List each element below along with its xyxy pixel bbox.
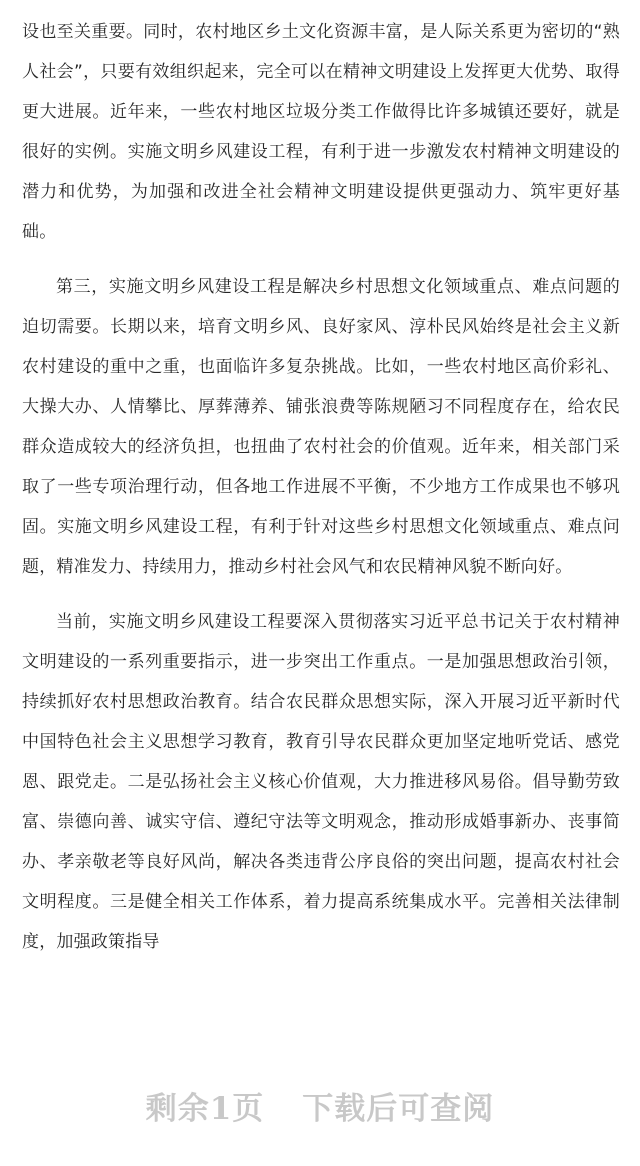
- remaining-pages-label[interactable]: 剩余1页: [145, 1090, 265, 1127]
- paragraph-continued: 设也至关重要。同时，农村地区乡土文化资源丰富，是人际关系更为密切的“熟人社会”，只要有效组织起来，完全可以在精神文明建设上发挥更大优势、取得更大进展。近年来，一些农村地区垃圾分类工作做得比许多城镇还要好，就是很好的实例。实施文明乡风建设工程，有利于进一步激发农村精神文明建设的潜力和优势，为加强和改进全社会精神文明建设提供更强动力、筑牢更好基础。: [22, 22, 620, 242]
- download-to-view-link[interactable]: 下载后可查阅: [302, 1090, 495, 1127]
- document-body: [22, 12, 620, 977]
- download-prompt-bar[interactable]: [0, 1080, 640, 1130]
- paragraph-current-priorities: 当前，实施文明乡风建设工程要深入贯彻落实习近平总书记关于农村精神文明建设的一系列重要指示，进一步突出工作重点。一是加强思想政治引领，持续抓好农村思想政治教育。结合农民群众思想实际，深入开展习近平新时代中国特色社会主义思想学习教育，教育引导农民群众更加坚定地听党话、感党恩、跟党走。二是弘扬社会主义核心价值观，大力推进移风易俗。倡导勤劳致富、崇德向善、诚实守信、遵纪守法等文明观念，推动形成婚事新办、丧事简办、孝亲敬老等良好风尚，解决各类违背公序良俗的突出问题，提高农村社会文明程度。三是健全相关工作体系，着力提高系统集成水平。完善相关法律制度，加强政策指导: [22, 612, 620, 952]
- paragraph-third-point: 第三，实施文明乡风建设工程是解决乡村思想文化领域重点、难点问题的迫切需要。长期以来，培育文明乡风、良好家风、淳朴民风始终是社会主义新农村建设的重中之重，也面临许多复杂挑战。比如，一些农村地区高价彩礼、大操大办、人情攀比、厚葬薄养、铺张浪费等陈规陋习不同程度存在，给农民群众造成较大的经济负担，也扭曲了农村社会的价值观。近年来，相关部门采取了一些专项治理行动，但各地工作进展不平衡，不少地方工作成果也不够巩固。实施文明乡风建设工程，有利于针对这些乡村思想文化领域重点、难点问题，精准发力、持续用力，推动乡村社会风气和农民精神风貌不断向好。: [22, 277, 620, 577]
